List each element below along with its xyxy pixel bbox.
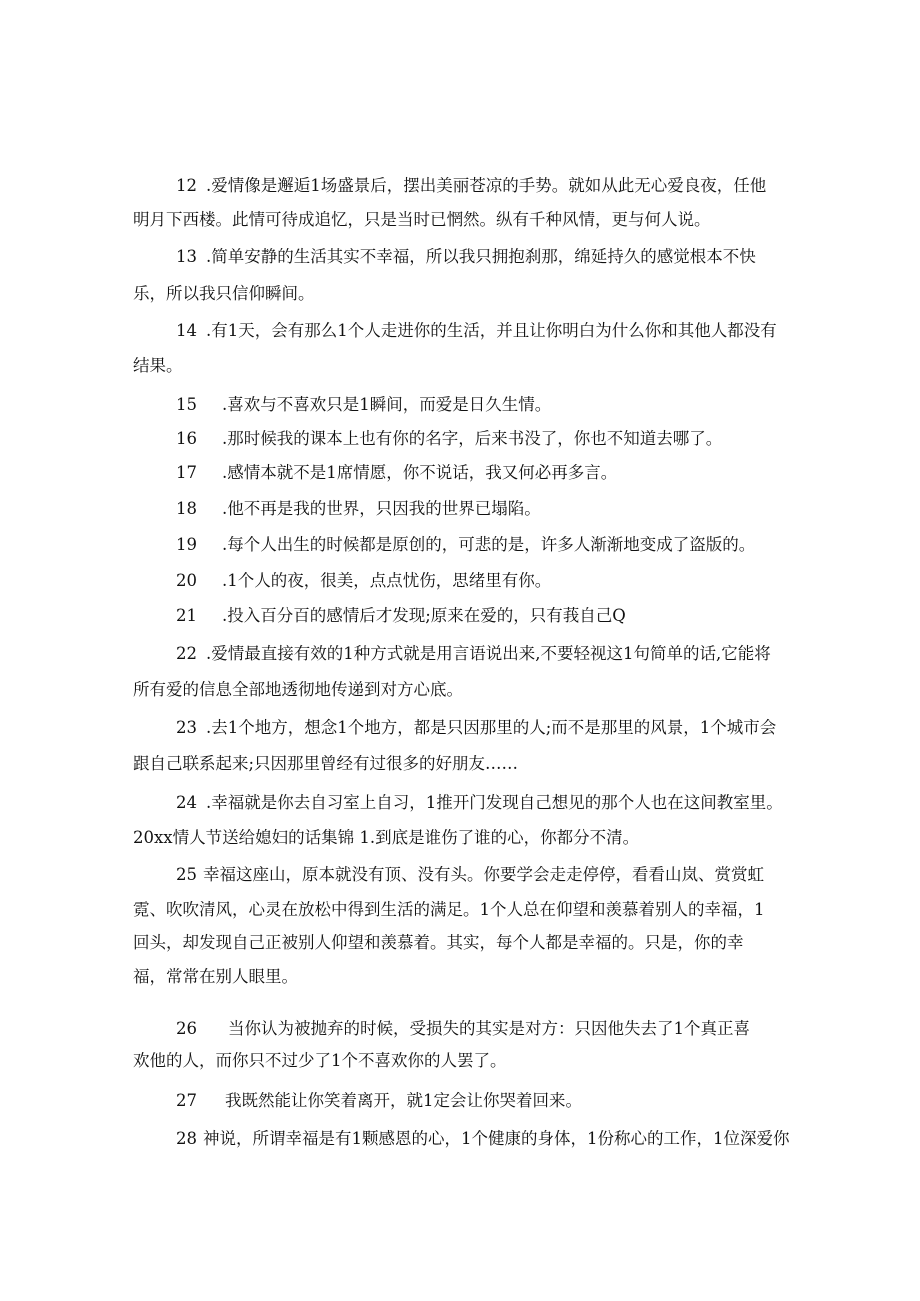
item-text: .简单安静的生活其实不幸福，所以我只拥抱刹那，绵延持久的感觉根本不快 <box>206 247 756 266</box>
item-text: .爱情像是邂逅1场盛景后，摆出美丽苍凉的手势。就如从此无心爱良夜，任他 <box>206 176 767 195</box>
item-number: 26 <box>176 1019 197 1038</box>
item-text: 神说，所谓幸福是有1颗感恩的心，1个健康的身体，1份称心的工作，1位深爱你 <box>203 1129 790 1148</box>
item-number: 24 <box>176 793 197 812</box>
item-text: .喜欢与不喜欢只是1瞬间，而爱是日久生情。 <box>222 395 552 414</box>
item-text: 福，常常在别人眼里。 <box>133 967 298 986</box>
item-text: .幸福就是你去自习室上自习，1推开门发现自己想见的那个人也在这间教室里。 <box>206 793 783 812</box>
item-text: .感情本就不是1席情愿，你不说话，我又何必再多言。 <box>222 463 618 482</box>
item-text: .每个人出生的时候都是原创的，可悲的是，许多人渐渐地变成了盗版的。 <box>222 535 756 554</box>
item-text: 霓、吹吹清风，心灵在放松中得到生活的满足。1个人总在仰望和羡慕着别人的幸福，1 <box>133 900 765 919</box>
item-text: .他不再是我的世界，只因我的世界已塌陷。 <box>222 499 541 518</box>
item-text: .投入百分百的感情后才发现;原来在爱的，只有莪自己Q <box>222 606 626 625</box>
item-number: 13 <box>176 247 197 266</box>
item-number: 12 <box>176 176 197 195</box>
item-text: .有1天，会有那么1个人走进你的生活，并且让你明白为什么你和其他人都没有 <box>206 321 777 340</box>
item-number: 15 <box>176 395 197 414</box>
item-text: 欢他的人，而你只不过少了1个不喜欢你的人罢了。 <box>133 1051 507 1070</box>
item-text: 所有爱的信息全部地透彻地传递到对方心底。 <box>133 680 463 699</box>
item-text: .1个人的夜，很美，点点忧伤，思绪里有你。 <box>222 571 552 590</box>
item-text: 回头，却发现自己正被别人仰望和羡慕着。其实，每个人都是幸福的。只是，你的幸 <box>133 933 744 952</box>
item-number: 27 <box>176 1091 197 1110</box>
item-number: 17 <box>176 463 197 482</box>
item-text: 乐，所以我只信仰瞬间。 <box>133 284 315 303</box>
item-number: 23 <box>176 718 197 737</box>
item-text: 当你认为被抛弃的时候，受损失的其实是对方：只因他失去了1个真正喜 <box>228 1019 750 1038</box>
item-number: 20 <box>176 571 197 590</box>
item-text: 幸福这座山，原本就没有顶、没有头。你要学会走走停停，看看山岚、赏赏虹 <box>203 865 764 884</box>
item-text: 我既然能让你笑着离开，就1定会让你哭着回来。 <box>225 1091 582 1110</box>
item-number: 21 <box>176 606 197 625</box>
item-number: 25 <box>176 865 197 884</box>
item-text: 跟自己联系起来;只因那里曾经有过很多的好朋友…… <box>133 754 519 773</box>
item-text: .去1个地方，想念1个地方，都是只因那里的人;而不是那里的风景，1个城市会 <box>206 718 777 737</box>
item-number: 18 <box>176 499 197 518</box>
item-text: 结果。 <box>133 356 183 375</box>
item-number: 19 <box>176 535 197 554</box>
item-text: .那时候我的课本上也有你的名字，后来书没了，你也不知道去哪了。 <box>222 429 723 448</box>
item-text: .爱情最直接有效的1种方式就是用言语说出来,不要轻视这1句简单的话,它能将 <box>206 644 771 663</box>
item-text: 20xx情人节送给媳妇的话集锦 1.到底是谁伤了谁的心，你都分不清。 <box>133 828 640 847</box>
item-number: 28 <box>176 1129 197 1148</box>
item-number: 14 <box>176 321 197 340</box>
item-number: 22 <box>176 644 197 663</box>
item-text: 明月下西楼。此情可待成追忆，只是当时已惘然。纵有千种风情，更与何人说。 <box>133 210 711 229</box>
item-number: 16 <box>176 429 197 448</box>
